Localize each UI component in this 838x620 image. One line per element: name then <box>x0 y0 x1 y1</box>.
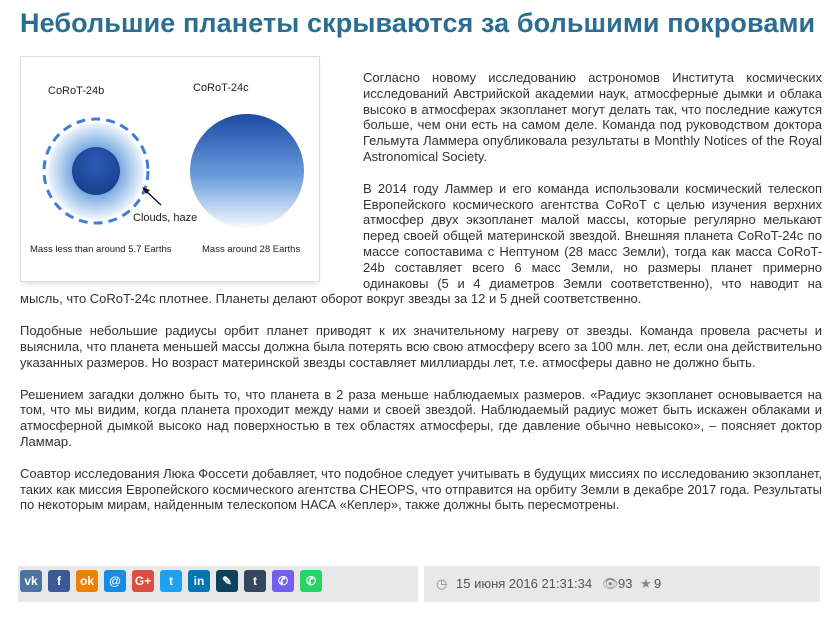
planet-c-caption: Mass around 28 Earths <box>202 244 301 255</box>
share-livejournal-button[interactable] <box>216 570 238 592</box>
tumblr-icon: t <box>253 574 257 588</box>
article-paragraph: Соавтор исследования Люка Фоссети добавляет, что подобное следует учитывать в будущих миссиях по исследованию экзопланет, таких как миссия Европейского космического агентства CHEOPS, что отправится на орбиту Земли в декабре 2017 года. Результаты по некоторым мирам, найденным телескопом НАСА «Кеплер», также должны быть пересмотрены. <box>20 465 822 513</box>
view-count: 93 <box>618 576 633 591</box>
article-meta <box>424 566 820 602</box>
linkedin-icon: in <box>193 574 205 588</box>
whatsapp-icon: ✆ <box>305 574 317 588</box>
share-twitter-button[interactable] <box>160 570 182 592</box>
publish-date: 15 июня 2016 21:31:34 <box>456 576 593 591</box>
vk-icon: vk <box>24 574 38 588</box>
twitter-icon: t <box>169 574 173 588</box>
share-tumblr-button[interactable] <box>244 570 266 592</box>
article-paragraph: Согласно новому исследованию астрономов Института космических исследований Австрийской академии наук, атмосферные дымки и облака высоко в атмосферах экзопланет могут делать так, что последние кажутся больше, чем они есть на самом деле. Команда под руководством доктора Гельмута Ламмера опубликовала результаты в Monthly Notices of the Royal Astronomical Society. <box>363 70 822 164</box>
googleplus-icon: G+ <box>134 574 152 588</box>
planet-c-label: CoRoT-24c <box>193 82 249 94</box>
article-title: Небольшие планеты скрываются за большими покровами <box>20 8 816 38</box>
article-paragraph: Решением загадки должно быть то, что планета в 2 раза меньше наблюдаемых размеров. «Радиус экзопланет основывается на том, что мы видим, когда планета проходит между нами и своей звездой. Наблюдаемый радиус может быть искажен облаками и атмосферной дымкой высоко над поверхностью в тех областях атмосферы, где давление обычно невысоко», – поясняет доктор Ламмар. <box>20 386 822 449</box>
facebook-icon: f <box>57 574 61 588</box>
moimir-icon: @ <box>109 574 121 588</box>
rating-count: 9 <box>654 576 662 591</box>
eye-icon: 👁 <box>602 576 619 591</box>
odnoklassniki-icon: ok <box>79 574 94 588</box>
share-vk-button[interactable] <box>20 570 42 592</box>
article-footer <box>18 566 820 602</box>
article-paragraph: Подобные небольшие радиусы орбит планет приводят к их значительному нагреву от звезды. Команда провела расчеты и выяснила, что планета меньшей массы должна была потерять всю свою атмосферу всего за 100 млн. лет, если она действительно указанных размеров. Но возраст материнской звезды составляет миллиарды лет, т.е. атмосферы давно не должно быть. <box>20 323 822 370</box>
share-odnoklassniki-button[interactable] <box>76 570 98 592</box>
planet-illustration <box>21 57 319 281</box>
planet-b-label: CoRoT-24b <box>48 85 105 97</box>
share-linkedin-button[interactable] <box>188 570 210 592</box>
share-googleplus-button[interactable] <box>132 570 154 592</box>
article-body <box>20 56 822 529</box>
share-moimir-button[interactable] <box>104 570 126 592</box>
planet-b-core <box>72 147 120 195</box>
clock-icon: ◷ <box>436 576 448 591</box>
share-whatsapp-button[interactable] <box>300 570 322 592</box>
share-bar <box>18 566 418 602</box>
annotation-label: Clouds, haze <box>133 212 198 224</box>
star-icon: ★ <box>640 576 652 591</box>
planet-comparison-figure <box>20 56 320 282</box>
livejournal-icon: ✎ <box>221 574 233 588</box>
share-viber-button[interactable] <box>272 570 294 592</box>
viber-icon: ✆ <box>277 574 289 588</box>
article-paragraph: В 2014 году Ламмер и его команда использовали космический телескоп Европейского космического агентства CoRoT с целью изучения верхних атмосфер двух экзопланет малой массы, которые регулярно мелькают перед своей общей материнской звездой. Внешняя планета CoRoT-24c по массе сопоставима с Нептуном (28 масс Земли), тогда как масса CoRoT-24b составляет всего 6 масс Земли, но размеры планет примерно одинаковы (5 и 4 диаметров Земли соответственно), что наводит на мысль, что CoRoT-24c плотнее. Планеты делают оборот вокруг звезды за 12 и 5 дней соответственно. <box>20 180 822 307</box>
planet-b-caption: Mass less than around 5.7 Earths <box>30 244 172 255</box>
planet-c-body <box>190 114 304 228</box>
share-facebook-button[interactable] <box>48 570 70 592</box>
